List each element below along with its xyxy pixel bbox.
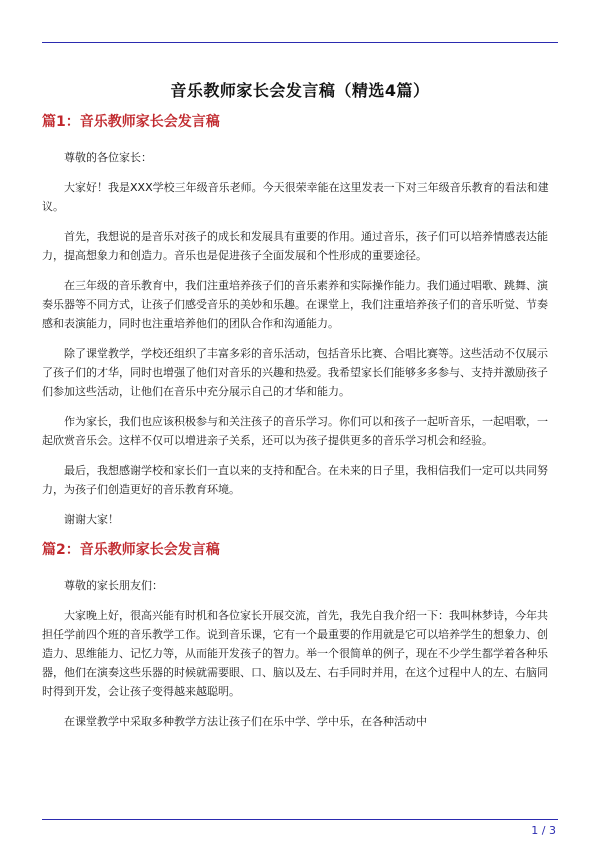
document-body bbox=[42, 112, 558, 742]
paragraph: 大家晚上好，很高兴能有时机和各位家长开展交流，首先，我先自我介绍一下：我叫林梦诗，今年共担任学前四个班的音乐教学工作。说到音乐课，它有一个最重要的作用就是它可以培养学生的想象力、创造力、思维能力、记忆力等，从而能开发孩子的智力。举一个很简单的例子，现在不少学生都学着各种乐器，他们在演奏这些乐器的时候就需要眼、口、脑以及左、右手同时并用，在这个过程中人的左、右脑同时得到开发，会让孩子变得越来越聪明。 bbox=[42, 609, 548, 698]
section-heading: 篇2：音乐教师家长会发言稿 bbox=[42, 542, 220, 558]
paragraph: 除了课堂教学，学校还组织了丰富多彩的音乐活动，包括音乐比赛、合唱比赛等。这些活动不仅展示了孩子们的才华，同时也增强了他们对音乐的兴趣和热爱。我希望家长们能够多多参与、支持并激励孩子们参加这些活动，让他们在音乐中充分展示自己的才华和能力。 bbox=[42, 347, 548, 398]
closing-line: 谢谢大家！ bbox=[64, 513, 119, 526]
paragraph: 在课堂教学中采取多种教学方法让孩子们在乐中学、学中乐，在各种活动中 bbox=[64, 715, 427, 728]
footer-rule bbox=[42, 819, 558, 820]
document-title: 音乐教师家长会发言稿（精选4篇） bbox=[170, 81, 430, 100]
salutation: 尊敬的各位家长： bbox=[64, 151, 152, 164]
section-1 bbox=[42, 112, 558, 529]
section-2 bbox=[42, 540, 558, 731]
paragraph: 首先，我想说的是音乐对孩子的成长和发展具有重要的作用。通过音乐，孩子们可以培养情感表达能力，提高想象力和创造力。音乐也是促进孩子全面发展和个性形成的重要途径。 bbox=[42, 230, 548, 262]
paragraph: 最后，我想感谢学校和家长们一直以来的支持和配合。在未来的日子里，我相信我们一定可以共同努力，为孩子们创造更好的音乐教育环境。 bbox=[42, 464, 548, 496]
section-heading: 篇1：音乐教师家长会发言稿 bbox=[42, 114, 220, 130]
salutation: 尊敬的家长朋友们： bbox=[64, 579, 163, 592]
header-rule bbox=[42, 42, 558, 43]
paragraph: 作为家长，我们也应该积极参与和关注孩子的音乐学习。你们可以和孩子一起听音乐，一起唱歌，一起欣赏音乐会。这样不仅可以增进亲子关系，还可以为孩子提供更多的音乐学习机会和经验。 bbox=[42, 415, 548, 447]
page-number: 1 / 3 bbox=[531, 824, 556, 837]
paragraph: 在三年级的音乐教育中，我们注重培养孩子们的音乐素养和实际操作能力。我们通过唱歌、跳舞、演奏乐器等不同方式，让孩子们感受音乐的美妙和乐趣。在课堂上，我们注重培养孩子们的音乐听觉、节奏感和表演能力，同时也注重培养他们的团队合作和沟通能力。 bbox=[42, 279, 548, 330]
paragraph: 大家好！我是XXX学校三年级音乐老师。今天很荣幸能在这里发表一下对三年级音乐教育的看法和建议。 bbox=[42, 181, 549, 213]
